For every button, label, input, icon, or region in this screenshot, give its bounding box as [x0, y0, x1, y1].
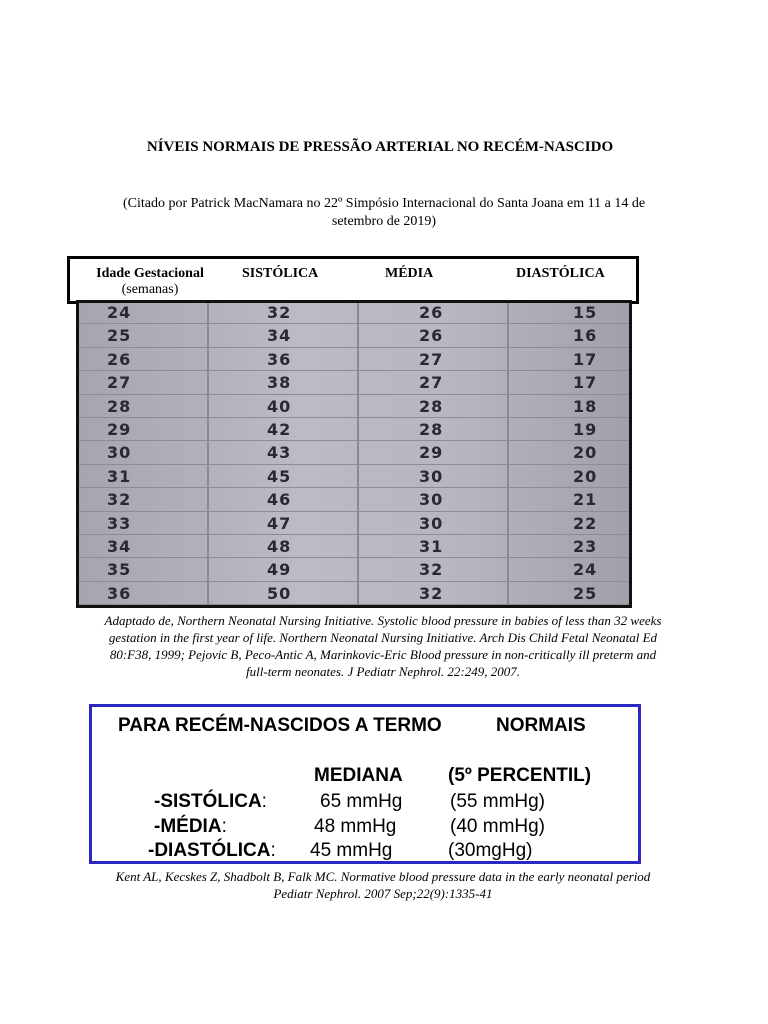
document-subtitle: (Citado por Patrick MacNamara no 22º Simpósio Internacional do Santa Joana em 11 a 14 de setembro de 2019) [122, 196, 646, 229]
header-systolic: SISTÓLICA [242, 266, 319, 281]
row-mean-p5: (40 mmHg) [450, 816, 546, 837]
cell-age: 36 [107, 583, 132, 603]
cell-mean: 30 [419, 490, 444, 510]
header-gestational-age [80, 266, 220, 298]
cell-mean: 30 [419, 513, 444, 533]
cell-diastolic: 23 [573, 537, 598, 556]
table-row [79, 417, 629, 441]
cell-diastolic: 24 [573, 560, 598, 580]
cell-diastolic: 18 [573, 396, 598, 416]
table-row [79, 487, 629, 511]
row-systolic-p5: (55 mmHg) [450, 791, 546, 812]
cell-mean: 27 [419, 349, 444, 369]
cell-systolic: 32 [267, 303, 292, 322]
table-row [79, 323, 629, 347]
cell-age: 28 [107, 396, 132, 416]
cell-systolic: 47 [267, 513, 292, 533]
row-diastolic-label: -DIASTÓLICA: [148, 840, 276, 861]
cell-mean: 32 [419, 560, 444, 580]
column-percentile: (5º PERCENTIL) [448, 765, 592, 786]
row-mean-label: -MÉDIA: [154, 816, 227, 837]
cell-diastolic: 22 [573, 513, 598, 533]
table-row [79, 581, 629, 605]
row-systolic-label: -SISTÓLICA: [154, 791, 267, 812]
table-row [79, 534, 629, 558]
table-photo [76, 300, 632, 608]
header-age-label: Idade Gestacional [96, 266, 204, 281]
term-box-heading: PARA RECÉM-NASCIDOS A TERMO [118, 715, 442, 736]
cell-systolic: 40 [267, 396, 292, 416]
table-row [79, 557, 629, 581]
cell-mean: 29 [419, 443, 444, 463]
term-box-source-caption: Kent AL, Kecskes Z, Shadbolt B, Falk MC. Normative blood pressure data in the early neonatal period Pediatr Nephrol. 2007 Sep;22(9):1335-41 [115, 869, 651, 901]
table-row [79, 347, 629, 371]
cell-age: 33 [107, 513, 132, 533]
cell-age: 26 [107, 349, 132, 369]
table-row [79, 394, 629, 418]
cell-systolic: 45 [267, 466, 292, 486]
column-median: MEDIANA [314, 765, 403, 786]
cell-age: 32 [107, 490, 132, 510]
table-row [79, 370, 629, 394]
header-diastolic: DIASTÓLICA [516, 266, 605, 281]
table-header [67, 256, 639, 304]
cell-diastolic: 17 [573, 349, 598, 369]
cell-diastolic: 25 [573, 583, 598, 603]
cell-systolic: 49 [267, 560, 292, 580]
table-row [79, 511, 629, 535]
row-diastolic-p5: (30mgHg) [448, 840, 533, 861]
cell-age: 34 [107, 537, 132, 556]
cell-systolic: 38 [267, 373, 292, 393]
term-newborn-box [89, 704, 641, 864]
table-row [79, 440, 629, 464]
table-source-caption: Adaptado de, Northern Neonatal Nursing Initiative. Systolic blood pressure in babies of less than 32 weeks gestation in the first year of life. Northern Neonatal Nursing Initiative. Arch Dis Child Fetal Neonatal Ed 80:F38, 1999; Pejovic B, Peco-Antic A, Marinkovic-Eric Blood pressure in non-critically ill preterm and full-term neonates. J Pediatr Nephrol. 22:249, 2007. [104, 613, 662, 679]
cell-mean: 26 [419, 326, 444, 346]
cell-systolic: 34 [267, 326, 292, 346]
term-box-normais: NORMAIS [496, 715, 586, 736]
cell-systolic: 48 [267, 537, 292, 556]
cell-systolic: 42 [267, 420, 292, 439]
header-age-unit: (semanas) [121, 282, 179, 297]
cell-mean: 28 [419, 396, 444, 416]
cell-age: 30 [107, 443, 132, 463]
table-row [79, 300, 629, 324]
header-mean: MÉDIA [385, 266, 434, 281]
cell-systolic: 46 [267, 490, 292, 510]
cell-age: 35 [107, 560, 132, 580]
cell-diastolic: 20 [573, 466, 598, 486]
cell-diastolic: 19 [573, 420, 598, 439]
cell-mean: 28 [419, 420, 444, 439]
cell-mean: 26 [419, 303, 444, 322]
cell-diastolic: 17 [573, 373, 598, 393]
cell-age: 25 [107, 326, 132, 346]
document-title: NÍVEIS NORMAIS DE PRESSÃO ARTERIAL NO RECÉM-NASCIDO [146, 139, 614, 155]
cell-systolic: 50 [267, 583, 292, 603]
cell-diastolic: 20 [573, 443, 598, 463]
cell-systolic: 43 [267, 443, 292, 463]
cell-diastolic: 21 [573, 490, 598, 510]
row-systolic-median: 65 mmHg [320, 791, 403, 812]
cell-systolic: 36 [267, 349, 292, 369]
cell-diastolic: 16 [573, 326, 598, 346]
cell-mean: 31 [419, 537, 444, 556]
cell-mean: 27 [419, 373, 444, 393]
cell-age: 29 [107, 420, 132, 439]
cell-mean: 32 [419, 583, 444, 603]
row-mean-median: 48 mmHg [314, 816, 397, 837]
cell-age: 27 [107, 373, 132, 393]
cell-mean: 30 [419, 466, 444, 486]
table-row [79, 464, 629, 488]
cell-diastolic: 15 [573, 303, 598, 322]
row-diastolic-median: 45 mmHg [310, 840, 393, 861]
cell-age: 24 [107, 303, 132, 322]
cell-age: 31 [107, 466, 132, 486]
